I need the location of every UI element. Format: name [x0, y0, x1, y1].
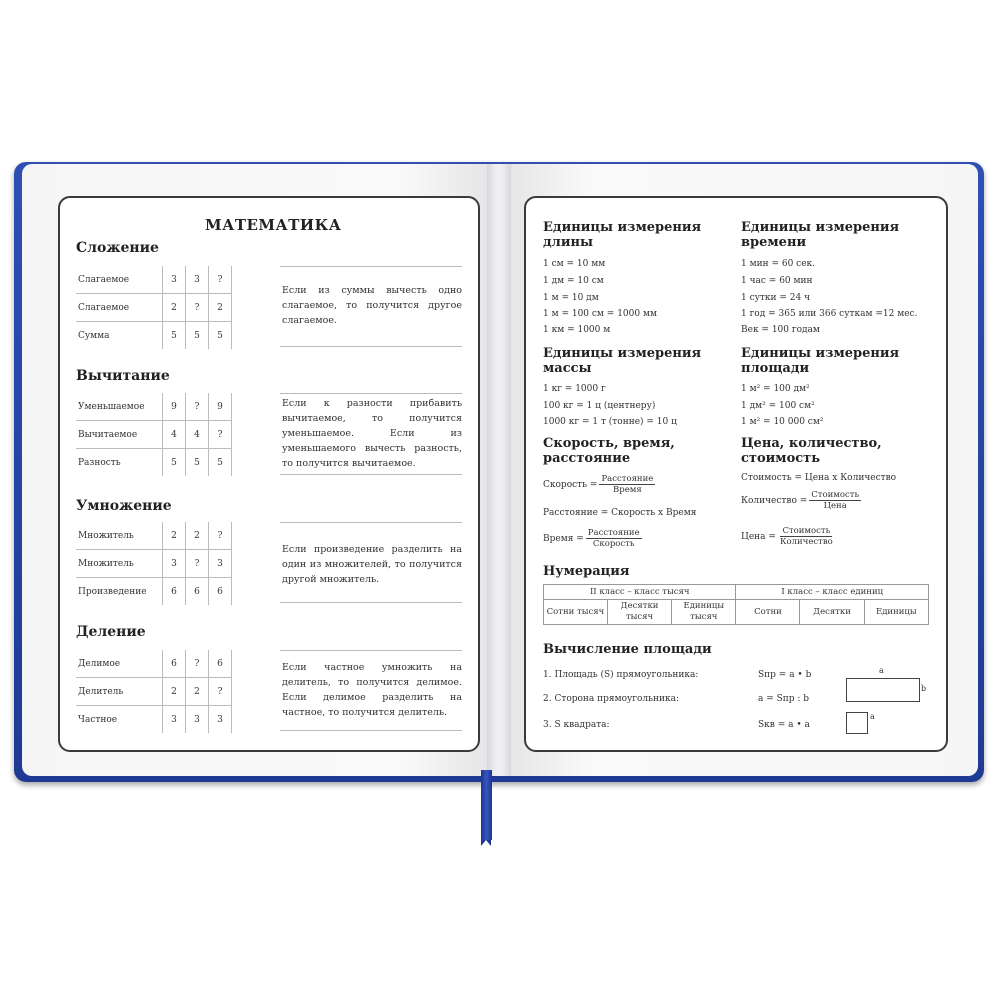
area-units-heading: Единицы измерения площади	[741, 346, 900, 376]
subtraction-note: Если к разности прибавить вычитаемое, то получится уменьшаемое. Если из уменьшаемого вычесть разность, то получится вычитаемое.	[282, 398, 462, 469]
price-formula: Цена = $\frac{\text{Стоимость}}{\text{Количество}}$	[741, 526, 833, 547]
area-item: 1 м² = 100 дм²	[741, 384, 810, 394]
table-row: II класс – класс тысяч I класс – класс единиц	[544, 585, 929, 600]
table-row: Произведение 6 6 6	[76, 578, 232, 606]
area-calc-formula: a = Sпр : b	[758, 694, 810, 704]
time-item: 1 год = 365 или 366 суткам =12 мес.	[741, 309, 918, 319]
rectangle-side-b-label: b	[921, 684, 927, 693]
distance-formula: Расстояние = Скорость х Время	[543, 508, 697, 518]
area-calc-label: 3. S квадрата:	[543, 720, 610, 730]
area-calc-label: 2. Сторона прямоугольника:	[543, 694, 680, 704]
time-formula: Время = $\frac{\text{Расстояние}}{\text{Скорость}}$	[543, 528, 640, 549]
area-calc-label: 1. Площадь (S) прямоугольника:	[543, 670, 699, 680]
table-row: Слагаемое 2 ? 2	[76, 294, 232, 322]
table-row: Разность 5 5 5	[76, 449, 232, 477]
time-item: 1 мин = 60 сек.	[741, 259, 816, 269]
multiplication-heading: Умножение	[76, 498, 172, 514]
table-row: Слагаемое 3 3 ?	[76, 266, 232, 294]
addition-note: Если из суммы вычесть одно слагаемое, то получится другое слагаемое.	[282, 285, 462, 326]
divider	[280, 474, 462, 475]
subtraction-table	[76, 393, 232, 476]
table-row: Делитель 2 2 ?	[76, 678, 232, 706]
rectangle-side-a-label: a	[879, 666, 884, 675]
divider	[280, 522, 462, 523]
table-row: Сумма 5 5 5	[76, 322, 232, 350]
table-row: Сотни тысяч Десятки тысяч Единицы тысяч Сотни Десятки Единицы	[544, 600, 929, 625]
time-item: 1 сутки = 24 ч	[741, 293, 811, 303]
divider	[280, 346, 462, 347]
area-calc-heading: Вычисление площади	[543, 642, 712, 657]
time-item: 1 час = 60 мин	[741, 276, 813, 286]
length-item: 1 см = 10 мм	[543, 259, 606, 269]
square-side-label: a	[870, 712, 875, 721]
division-heading: Деление	[76, 624, 146, 640]
table-row: Вычитаемое 4 4 ?	[76, 421, 232, 449]
rectangle-diagram	[846, 678, 920, 702]
addition-heading: Сложение	[76, 240, 159, 256]
mass-units-heading: Единицы измерения массы	[543, 346, 702, 376]
length-item: 1 м = 10 дм	[543, 293, 599, 303]
length-item: 1 км = 1000 м	[543, 325, 611, 335]
table-row: Множитель 2 2 ?	[76, 522, 232, 550]
table-row: Частное 3 3 3	[76, 706, 232, 734]
area-item: 1 м² = 10 000 см²	[741, 417, 824, 427]
mass-item: 100 кг = 1 ц (центнеру)	[543, 401, 656, 411]
speed-formula: Скорость = $\frac{\text{Расстояние}}{\text{Время}}$	[543, 474, 654, 495]
bookmark-ribbon	[481, 770, 492, 840]
area-item: 1 дм² = 100 см²	[741, 401, 815, 411]
divider	[280, 602, 462, 603]
divider	[280, 650, 462, 651]
numeration-heading: Нумерация	[543, 564, 630, 579]
quantity-formula: Количество = $\frac{\text{Стоимость}}{\text{Цена}}$	[741, 490, 860, 511]
area-calc-formula: Sпр = a • b	[758, 670, 812, 680]
notebook-spine	[487, 164, 511, 776]
time-units-heading: Единицы измерения времени	[741, 220, 900, 250]
time-item: Век = 100 годам	[741, 325, 820, 335]
divider	[280, 730, 462, 731]
division-note: Если частное умножить на делитель, то получится делимое. Если делимое разделить на частное, то получится делитель.	[282, 662, 462, 718]
length-item: 1 дм = 10 см	[543, 276, 604, 286]
page-title: МАТЕМАТИКА	[205, 216, 342, 234]
table-row: Множитель 3 ? 3	[76, 550, 232, 578]
table-row: Уменьшаемое 9 ? 9	[76, 393, 232, 421]
mass-item: 1000 кг = 1 т (тонне) = 10 ц	[543, 417, 677, 427]
multiplication-table	[76, 522, 232, 605]
mass-item: 1 кг = 1000 г	[543, 384, 606, 394]
numeration-table	[543, 584, 929, 625]
division-table	[76, 650, 232, 733]
divider	[280, 266, 462, 267]
table-row: Делимое 6 ? 6	[76, 650, 232, 678]
area-calc-formula: Sкв = a • a	[758, 720, 810, 730]
cost-formula: Стоимость = Цена х Количество	[741, 473, 897, 483]
length-item: 1 м = 100 см = 1000 мм	[543, 309, 657, 319]
price-heading: Цена, количество, стоимость	[741, 436, 882, 466]
subtraction-heading: Вычитание	[76, 368, 170, 384]
speed-heading: Скорость, время, расстояние	[543, 436, 675, 466]
length-units-heading: Единицы измерения длины	[543, 220, 702, 250]
divider	[280, 393, 462, 394]
square-diagram	[846, 712, 868, 734]
addition-table	[76, 266, 232, 349]
multiplication-note: Если произведение разделить на один из множителей, то получится другой множитель.	[282, 544, 462, 585]
